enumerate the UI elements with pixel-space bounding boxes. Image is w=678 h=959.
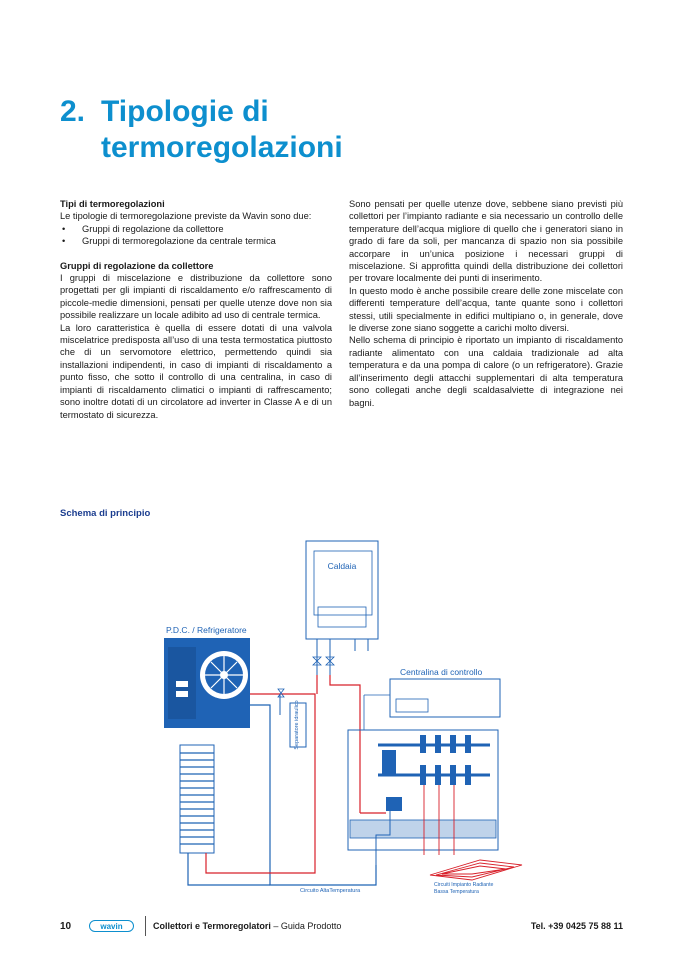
section2-title: Gruppi di regolazione da collettore	[60, 260, 214, 271]
centralina-label: Centralina di controllo	[400, 667, 483, 677]
heading-number: 2.	[60, 95, 86, 128]
caldaia-label: Caldaia	[327, 561, 357, 571]
page-number: 10	[60, 921, 72, 932]
left-column	[60, 198, 332, 421]
heading-title: Tipologie di termoregolazioni	[101, 95, 343, 164]
wavin-logo	[89, 920, 134, 932]
page-footer	[0, 916, 678, 938]
main-pipes	[250, 675, 376, 885]
bullet-item: • Gruppi di regolazione da collettore	[60, 223, 332, 235]
section1-intro: Le tipologie di termoregolazione previste da Wavin sono due:	[60, 211, 312, 222]
separatore-label: Separatore idraulico	[294, 700, 300, 750]
separatore-idraulico	[290, 700, 306, 749]
radiant-floor-circuit	[430, 860, 522, 895]
section1-title: Tipi di termoregolazioni	[60, 199, 165, 209]
centralina-unit	[364, 667, 500, 730]
svg-text:wavin: wavin	[100, 922, 123, 931]
manifold-cabinet	[348, 730, 498, 865]
circuiti-radiante-label-1: Circuiti Impianto Radiante	[434, 882, 494, 888]
bullet-item: • Gruppi di termoregolazione da centrale termica	[60, 235, 332, 247]
right-paragraph: Sono pensati per quelle utenze dove, sebbene siano previsti più collettori per l’impianto radiante e sia necessario un controllo delle temperature dell’acqua migliore di quello che i generatori siano in grado di fare da soli, per mancanza di spazio non sia possibile accorpare in un’unica posizione i necessari gruppi di miscelazione. Si approfitta quindi della distribuzione dei collettori per trovare localmente dei punti di inserimento.	[349, 199, 623, 284]
pdc-unit	[164, 625, 250, 728]
schema-diagram	[150, 535, 530, 905]
section1-bullet-list	[60, 223, 332, 248]
footer-separator	[145, 916, 146, 936]
schema-title: Schema di principio	[60, 508, 151, 519]
caldaia-unit	[306, 541, 378, 675]
circuiti-radiante-label-2: Bassa Temperatura	[434, 889, 479, 895]
document-title: Collettori e Termoregolatori – Guida Prodotto	[153, 921, 342, 931]
pdc-label: P.D.C. / Refrigeratore	[166, 625, 247, 635]
section2-paragraph: La loro caratteristica è quella di essere dotati di una valvola miscelatrice predisposta all’uso di una testa termostatica piuttosto che di un servomotore elettrico, permettendo quindi sia installazioni indipendenti, in caso di impianti di riscaldamento a punto fisso, che sotto il controllo di una centralina, in caso di impianti di riscaldamento climatici o impianti di raffrescamento; sono inoltre dotati di un circolatore ad inverter in Classe A e di un termostato di sicurezza.	[60, 322, 332, 420]
phone-number: Tel. +39 0425 75 88 11	[530, 921, 623, 931]
right-paragraph: In questo modo è anche possibile creare delle zone miscelate con differenti temperature dell’acqua, tante quante sono i collettori stessi, utili specialmente in edifici multipiano o, in generale, dove le diverse zone siano soggette a carichi molto diversi.	[349, 285, 623, 334]
circuito-alta-label: Circuito AltaTemperatura	[300, 888, 361, 894]
section2-paragraph: I gruppi di miscelazione e distribuzione da collettore sono progettati per gli impianti di riscaldamento e/o raffrescamento di piccole-medie dimensioni, pensati per quelle utenze dove non sia possibile realizzare un locale adibito ad uso di centrale termica.	[60, 273, 332, 321]
right-column	[349, 198, 623, 409]
right-paragraph: Nello schema di principio è riportato un impianto di riscaldamento radiante alimentato con una caldaia tradizionale ad alta temperatura e da una pompa di calore (o un refrigeratore). Grazie all’inserimento degli attacchi supplementari di alta temperatura sono collegati anche degli scaldasalviette di integrazione nei bagni.	[349, 335, 623, 408]
